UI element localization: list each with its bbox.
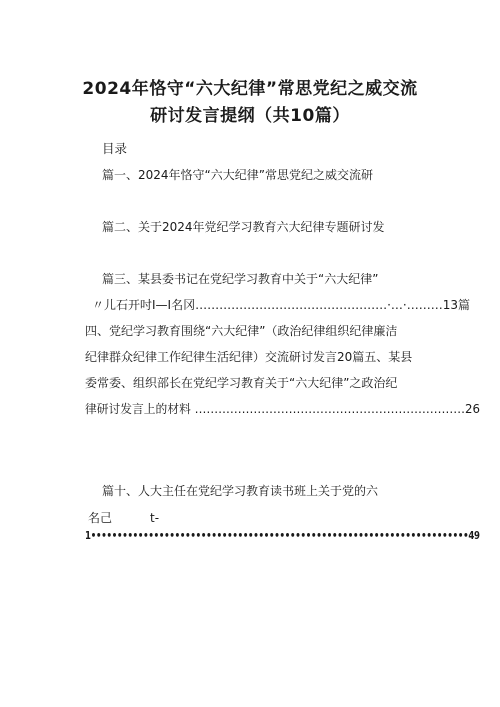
toc-line-10-left: 名己	[88, 511, 113, 525]
toc-line-5[interactable]: 四、党纪学习教育围绕“六大纪律”（政治纪律组织纪律廉洁	[85, 324, 398, 338]
toc-line-8[interactable]: 律研讨发言上的材料 ……………………………………………………………26	[85, 402, 481, 416]
document-title-line-1: 2024年恪守“六大纪律”常思党纪之威交流	[82, 79, 418, 99]
toc-line-2[interactable]: 篇二、关于2024年党纪学习教育六大纪律专题研讨发	[102, 220, 385, 234]
toc-line-6[interactable]: 纪律群众纪律工作纪律生活纪律）交流研讨发言20篇五、某县	[85, 350, 413, 364]
toc-line-10[interactable]	[88, 510, 159, 526]
toc-line-4[interactable]: 〃儿石开吋I—I名冈…………………………………………·…·………13篇	[92, 298, 470, 312]
toc-line-1[interactable]: 篇一、2024年恪守“六大纪律”常思党纪之威交流研	[102, 168, 373, 182]
toc-line-11[interactable]: 1••••••••••••••••••••••••••••••••••••••••••••••••••••••••••••••••••••••••49	[85, 530, 480, 542]
toc-line-3[interactable]: 篇三、某县委书记在党纪学习教育中关于“六大纪律”	[102, 272, 379, 286]
toc-line-10-right: t-	[150, 511, 160, 525]
document-title-line-2: 研讨发言提纲（共10篇）	[150, 106, 350, 126]
toc-line-7[interactable]: 委常委、组织部长在党纪学习教育关于“六大纪律”之政治纪	[85, 376, 398, 390]
toc-heading: 目录	[102, 141, 128, 156]
toc-line-9[interactable]: 篇十、人大主任在党纪学习教育读书班上关于党的六	[102, 484, 379, 498]
